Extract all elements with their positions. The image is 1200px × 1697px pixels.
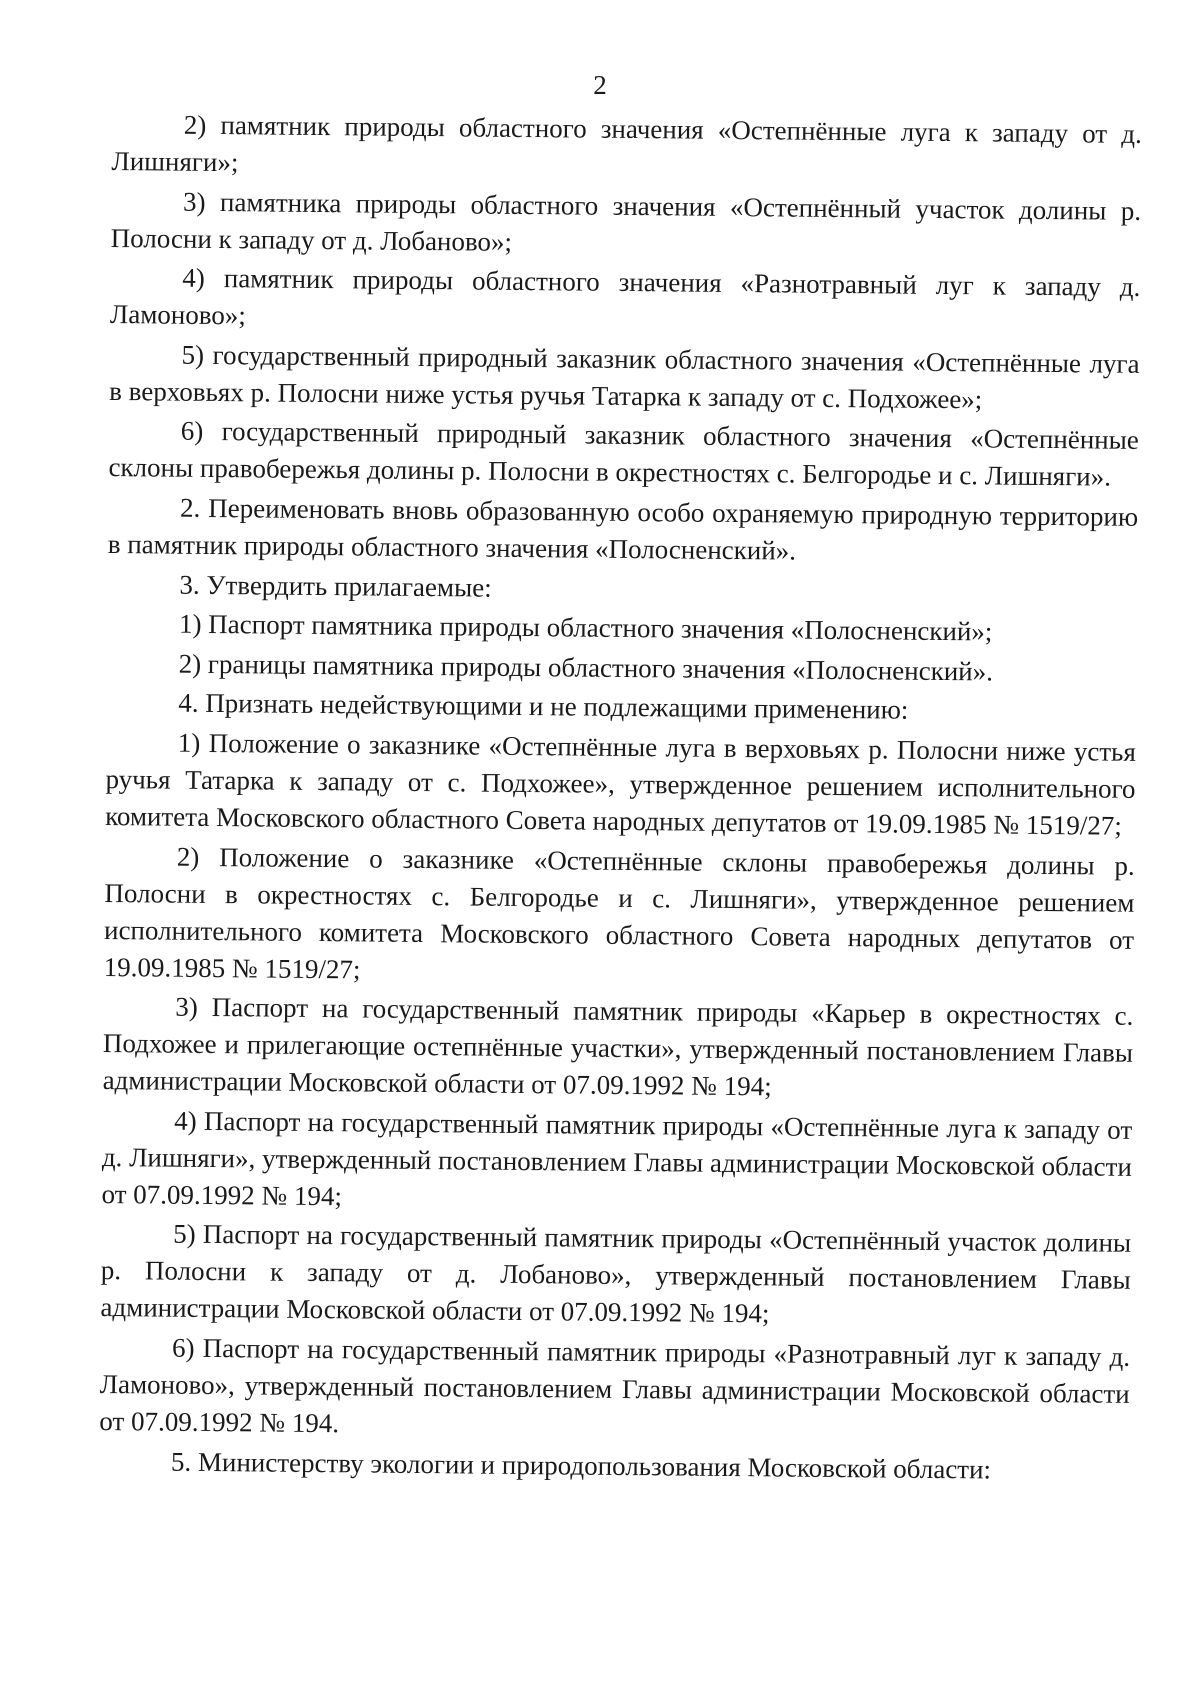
paragraph-item-3-1: 1) Паспорт памятника природы областного значения «Полосненский»;: [178, 608, 993, 647]
paragraph-item-4-1: 1) Положение о заказнике «Остепнённые луга в верховьях р. Полосни ниже устья ручья Татарка к западу от с. Подхожее», утвержденное решением исполнительного комитета Московского областного Совета народных депутатов от 19.09.1985 № 1519/27;: [105, 727, 1136, 841]
document-body: [99, 106, 1142, 1489]
paragraph-item-4-4: 4) Паспорт на государственный памятник природы «Остепнённые луга к западу от д. Лишняги», утвержденный постановлением Главы администрации Московской области от 07.09.1992 № 194;: [101, 1105, 1133, 1211]
paragraph-item-4-3: 3) Паспорт на государственный памятник природы «Карьер в окрестностях с. Подхожее и прилегающие остепнённые участки», утвержденный постановлением Главы администрации Московской области от 07.09.1992 № 194;: [102, 991, 1134, 1102]
paragraph-item-1-6: 6) государственный природный заказник областного значения «Остепнённые склоны правобережья долины р. Полосни в окрестностях с. Белгородье и с. Лишняги».: [108, 416, 1139, 492]
page-number: 2: [593, 70, 607, 100]
paragraph-item-3-2: 2) границы памятника природы областного значения «Полосненский».: [178, 648, 994, 687]
paragraph-item-4-2: 2) Положение о заказнике «Остепнённые склоны правобережья долины р. Полосни в окрестностях с. Белгородье и с. Лишняги», утвержденное решением исполнительного комитета Московского областного Совета народных депутатов от 19.09.1985 № 1519/27;: [103, 841, 1135, 984]
paragraph-item-1-5: 5) государственный природный заказник областного значения «Остепнённые луга в верховьях р. Полосни ниже устья ручья Татарка к западу от с. Подхожее»;: [109, 339, 1140, 415]
paragraph-clause-3: 3. Утвердить прилагаемые:: [179, 569, 492, 603]
paragraph-item-1-4: 4) памятник природы областного значения «Разнотравный луг к западу д. Ламоново»;: [109, 262, 1141, 331]
paragraph-clause-5: 5. Министерству экологии и природопользования Московской области:: [170, 1446, 992, 1484]
paragraph-item-4-5: 5) Паспорт на государственный памятник природы «Остепнённый участок долины р. Полосни к западу от д. Лобаново», утвержденный постановлением Главы администрации Московской области от 07.09.1992 № 194;: [100, 1218, 1132, 1329]
paragraph-item-4-6: 6) Паспорт на государственный памятник природы «Разнотравный луг к западу д. Ламоново», утвержденный постановлением Главы администрации Московской области от 07.09.1992 № 194.: [99, 1332, 1131, 1439]
paragraph-item-1-2: 2) памятник природы областного значения «Остепнённые луга к западу от д. Лишняги»;: [111, 109, 1142, 178]
paragraph-clause-2: 2. Переименовать вновь образованную особо охраняемую природную территорию в памятник природы областного значения «Полосненский».: [107, 492, 1139, 566]
paragraph-clause-4: 4. Признать недействующими и не подлежащими применению:: [178, 688, 909, 726]
paragraph-item-1-3: 3) памятника природы областного значения «Остепнённый участок долины р. Полосни к западу от д. Лобаново»;: [110, 186, 1142, 257]
